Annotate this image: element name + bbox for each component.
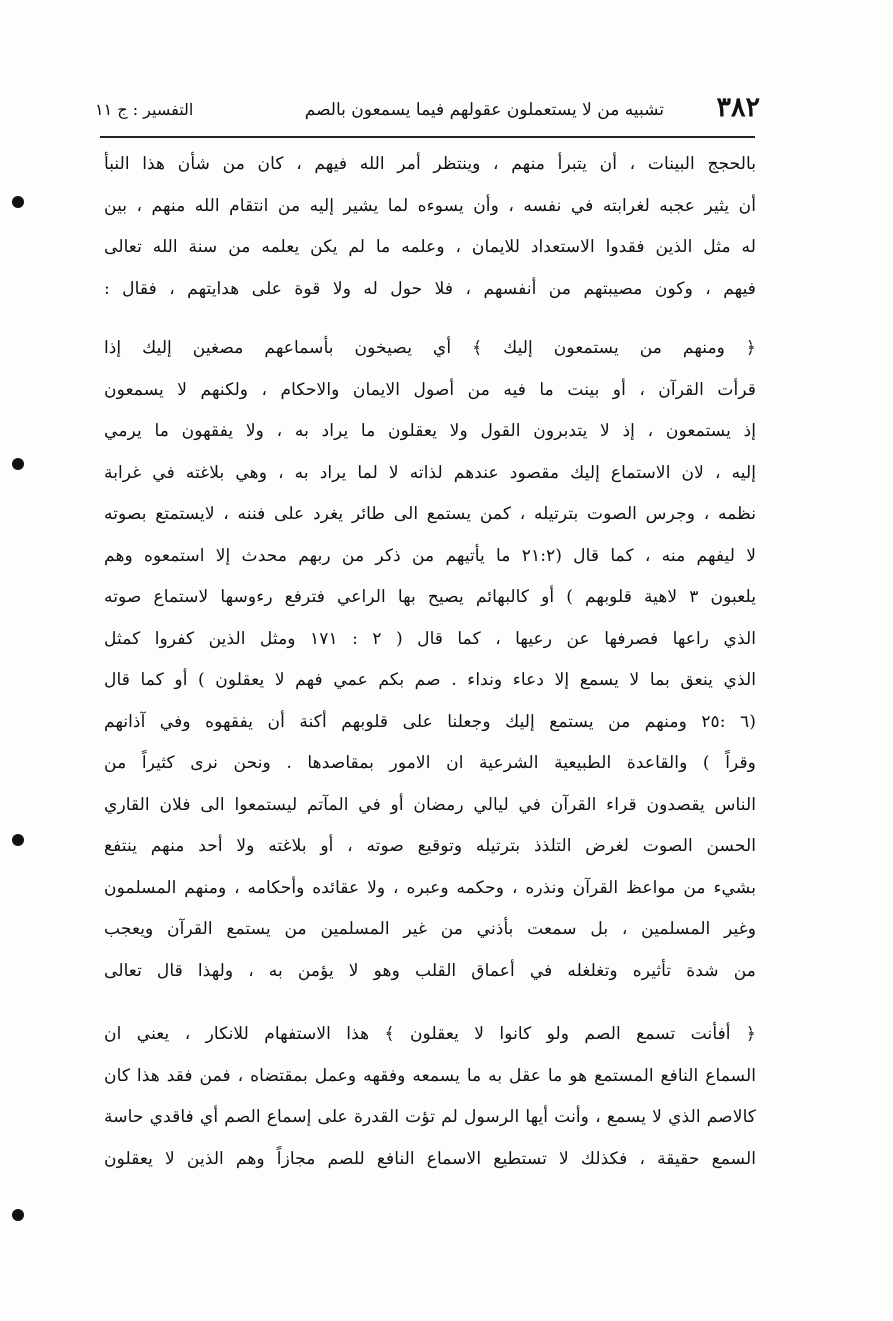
text-line: الذي راعها فصرفها عن رعيها ، كما قال ( ٢ : ١٧١ ومثل الذين كفروا كمثل: [104, 628, 756, 649]
paragraph-gap: [104, 310, 756, 328]
text-line: بالحجج البينات ، أن يتبرأ منهم ، وينتظر أمر الله فيهم ، كان من شأن هذا النبأ: [104, 154, 756, 174]
text-line: إذ يستمعون ، إذ لا يتدبرون القول ولا يعقلون ما يراد به ، ولا يفقهون ما يرمي: [104, 421, 756, 441]
text-line: كالاصم الذي لا يسمع ، وأنت أيها الرسول لم تؤت القدرة على إسماع الصم أي فاقدي حاسة: [104, 1107, 756, 1127]
text-line: الحسن الصوت لغرض التلذذ بترتيله وتوقيع صوته ، أو بلاغته ولا أحد منهم ينتفع: [104, 836, 756, 856]
text-line: (٦ :٢٥ ومنهم من يستمع إليك وجعلنا على قلوبهم أكنة أن يفقهوه وفي آذانهم: [104, 711, 756, 732]
text-line: له مثل الذين فقدوا الاستعداد للايمان ، وعلمه ما لم يكن يعلمه من سنة الله تعالى: [104, 237, 756, 257]
running-title: تشبيه من لا يستعملون عقولهم فيما يسمعون بالصم: [304, 100, 664, 120]
text-line: أن يثير عجبه لغرابته في نفسه ، وأن يسوءه لما يشير إليه من انتقام الله منهم ، بين: [104, 195, 756, 216]
binding-hole-icon: [12, 196, 24, 208]
binding-hole-icon: [12, 1209, 24, 1221]
text-line: بشيء من مواعظ القرآن ونذره ، وحكمه وعبره ، ولا عقائده وأحكامه ، ومنهم المسلمون: [104, 877, 756, 898]
text-line: لا ليفهم منه ، كما قال (٢١:٢ ما يأتيهم من ذكر من ربهم محدث إلا استمعوه وهم: [104, 545, 756, 566]
text-line: وقراً ) والقاعدة الطبيعية الشرعية ان الامور بمقاصدها . ونحن نرى كثيراً من: [104, 753, 756, 773]
text-line: السماع النافع المستمع هو ما عقل به ما يسمعه وفقهه وعمل بمقتضاه ، فمن فقد هذا كان: [104, 1065, 756, 1086]
text-line: نظمه ، وجرس الصوت بترتيله ، كمن يستمع الى طائر يغرد على فننه ، لايستمتع بصوته: [104, 504, 756, 524]
binding-hole-icon: [12, 458, 24, 470]
book-volume: التفسير : ج ١١: [95, 100, 194, 119]
text-line: الذي ينعق بما لا يسمع إلا دعاء ونداء . صم بكم عمي فهم لا يعقلون ) أو كما قال: [104, 670, 756, 690]
body-text: [104, 144, 756, 1180]
text-line: يلعبون ٣ لاهية قلوبهم ) أو كالبهائم يصيح بها الراعي فترفع رءوسها لاستماع صوته: [104, 587, 756, 607]
text-line: وغير المسلمين ، بل سمعت بأذني من غير المسلمين من يستمع القرآن ويعجب: [104, 919, 756, 939]
text-line: فيهم ، وكون مصيبتهم من أنفسهم ، فلا حول له ولا قوة على هدايتهم ، فقال :: [104, 278, 756, 299]
header-rule: [100, 136, 755, 138]
text-line: الناس يقصدون قراء القرآن في ليالي رمضان أو في المآتم ليستمعوا الى فلان القاري: [104, 794, 756, 815]
text-line: ﴿ ومنهم من يستمعون إليك ﴾ أي يصيخون بأسماعهم مصغين إليك إذا: [104, 338, 756, 358]
text-line: السمع حقيقة ، فكذلك لا تستطيع الاسماع النافع للصم مجازاً وهم الذين لا يعقلون: [104, 1148, 756, 1169]
page-number: ٣٨٢: [716, 92, 760, 123]
binding-hole-icon: [12, 834, 24, 846]
text-line: قرأت القرآن ، أو بينت ما فيه من أصول الايمان والاحكام ، ولكنهم لا يسمعون: [104, 379, 756, 400]
text-line: إليه ، لان الاستماع إليك مقصود عندهم لذاته لا لما يراد به ، وهي بلاغته في غرابة: [104, 462, 756, 483]
text-line: من شدة تأثيره وتغلغله في أعماق القلب وهو لا يؤمن به ، ولهذا قال تعالى: [104, 960, 756, 981]
text-line: ﴿ أفأنت تسمع الصم ولو كانوا لا يعقلون ﴾ هذا الاستفهام للانكار ، يعني ان: [104, 1024, 756, 1044]
paragraph-gap: [104, 992, 756, 1014]
page-header: [95, 92, 760, 132]
